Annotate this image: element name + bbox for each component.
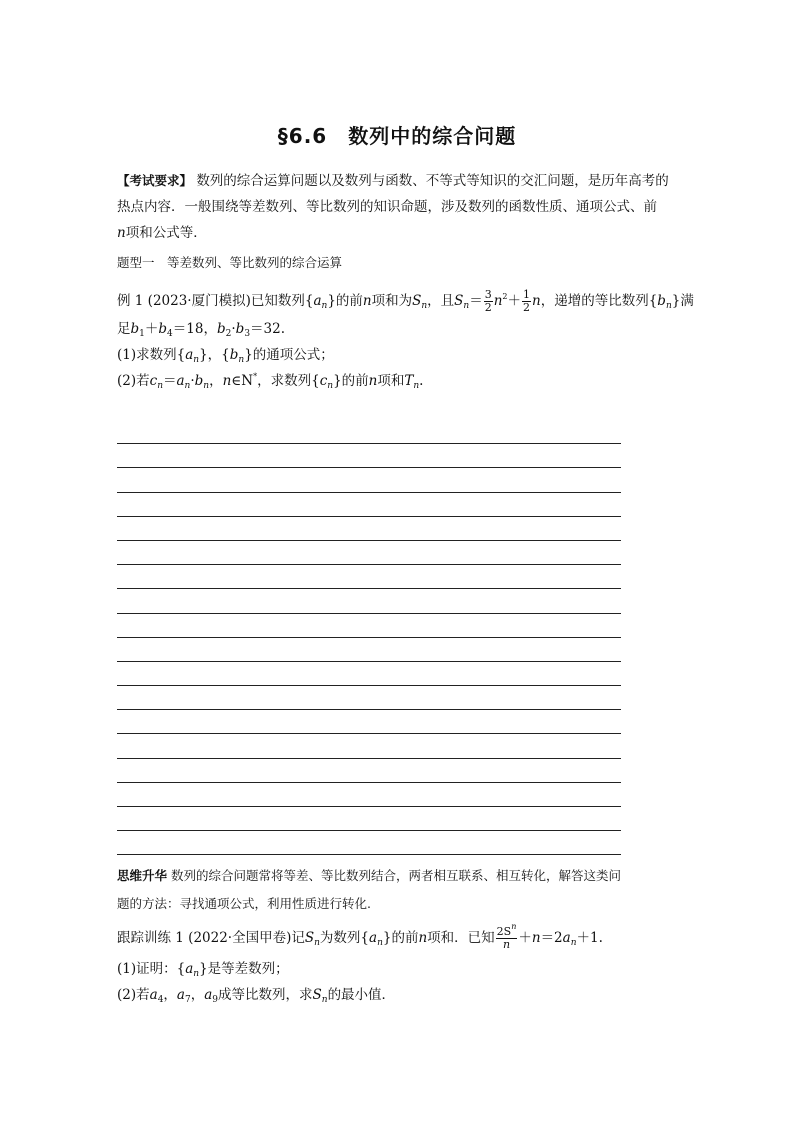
practice-1-text: }的前 xyxy=(382,930,419,946)
example-1-text: }满 xyxy=(671,293,694,309)
answer-line xyxy=(117,759,621,783)
practice-1-text: 为数列{ xyxy=(319,930,369,946)
example-1-text: · xyxy=(231,321,236,337)
example-1: 例 1 (2023·厦门模拟)已知数列$\{a_n\}$的前n项和为$S_n$，且$S_n=$ $\frac{3}{2}$ $n^2+$ $\frac{1}{2}$ n，递增的等比数列$\{b_n\}$满 足$b_1+b_4=18$，$b_2\cdot b_3=32$. (1)求数列$\{a_n\}$，$\{b_n\}$的通项公式； (2)若$c_n=a_n\cdot b_n$，n∈N*，求数列$\{c_n\}$的前n项和$T_n$. xyxy=(117,286,687,394)
thinking-summary xyxy=(117,862,687,918)
answer-line xyxy=(117,831,621,855)
practice-1-text: ＋1. xyxy=(576,930,603,946)
example-1-prefix: 例 1 (2023·厦门模拟)已知数列{ xyxy=(117,293,314,309)
exam-requirements-text-2: 热点内容．一般围绕等差数列、等比数列的知识命题，涉及数列的函数性质、通项公式、前 xyxy=(117,199,657,215)
example-1-text: ＝18， xyxy=(172,321,217,337)
fraction: $\frac{2S^n}{n}$ xyxy=(496,922,517,951)
example-1-text: ，且 xyxy=(427,293,455,309)
answer-line xyxy=(117,565,621,589)
answer-line xyxy=(117,783,621,807)
fraction: $\frac{1}{2}$ xyxy=(523,288,530,314)
practice-1-text: ＋ xyxy=(518,930,532,946)
example-1-text: ，递增的等比数列{ xyxy=(540,293,658,309)
answer-line xyxy=(117,468,621,492)
exam-requirements-text-1: 数列的综合运算问题以及数列与函数、不等式等知识的交汇问题，是历年高考的 xyxy=(196,173,669,189)
example-1-text: ＋ xyxy=(144,321,159,337)
answer-lines xyxy=(117,420,621,855)
example-1-text: ＝ xyxy=(469,293,483,309)
example-1-question-2: (2)若$c_n=a_n\cdot b_n$，n∈N*，求数列$\{c_n\}$的前n项和$T_n$. xyxy=(117,372,424,391)
answer-line xyxy=(117,493,621,517)
practice-1-text: 项和．已知 xyxy=(427,930,495,946)
thinking-text-1: 数列的综合问题常将等差、等比数列结合，两者相互联系、相互转化，解答这类问 xyxy=(171,868,622,883)
answer-line xyxy=(117,541,621,565)
page-title: §6.6 数列中的综合问题 xyxy=(277,124,517,148)
answer-line xyxy=(117,444,621,468)
thinking-label: 思维升华 xyxy=(117,868,168,883)
practice-1-prefix: 跟踪训练 1 (2022·全国甲卷)记 xyxy=(117,930,305,946)
practice-1-question-2: (2)若$a_4$，$a_7$，$a_9$成等比数列，求$S_n$的最小值． xyxy=(117,987,396,1005)
example-1-text: ＝32. xyxy=(250,321,286,337)
practice-1-text: ＝2 xyxy=(540,930,563,946)
answer-line xyxy=(117,710,621,734)
exam-requirements-label: 【考试要求】 xyxy=(117,173,193,188)
answer-line xyxy=(117,614,621,638)
answer-line xyxy=(117,734,621,758)
exam-requirements-text-3: 项和公式等． xyxy=(125,225,207,241)
answer-line xyxy=(117,807,621,831)
answer-line xyxy=(117,589,621,613)
answer-line xyxy=(117,686,621,710)
example-1-text: 足 xyxy=(117,321,131,337)
answer-line xyxy=(117,517,621,541)
section-heading: 题型一 等差数列、等比数列的综合运算 xyxy=(117,255,343,270)
practice-1-question-1: (1)证明：$\{a_n\}$是等差数列； xyxy=(117,961,289,979)
thinking-text-2: 题的方法：寻找通项公式，利用性质进行转化. xyxy=(117,896,371,911)
example-1-text: 项和为 xyxy=(371,293,413,309)
answer-line xyxy=(117,420,621,444)
example-1-question-1: (1)求数列$\{a_n\}$，$\{b_n\}$的通项公式； xyxy=(117,347,334,365)
example-1-text: }的前 xyxy=(327,293,363,309)
answer-line xyxy=(117,638,621,662)
fraction: $\frac{3}{2}$ xyxy=(484,288,492,314)
example-1-text: ＋ xyxy=(507,293,521,309)
exam-requirements: 【考试要求】 数列的综合运算问题以及数列与函数、不等式等知识的交汇问题，是历年高考的 热点内容．一般围绕等差数列、等比数列的知识命题，涉及数列的函数性质、通项公式、前 n项和公式等． xyxy=(117,168,683,246)
answer-line xyxy=(117,662,621,686)
practice-1: 跟踪训练 1 (2022·全国甲卷)记$S_n$为数列$\{a_n\}$的前n项和．已知 $\frac{2S^n}{n}$ $+n=2a_n+1$. (1)证明：$\{a_n\}$是等差数列； (2)若$a_4$，$a_7$，$a_9$成等比数列，求$S_n$的最小值． xyxy=(117,920,687,1008)
